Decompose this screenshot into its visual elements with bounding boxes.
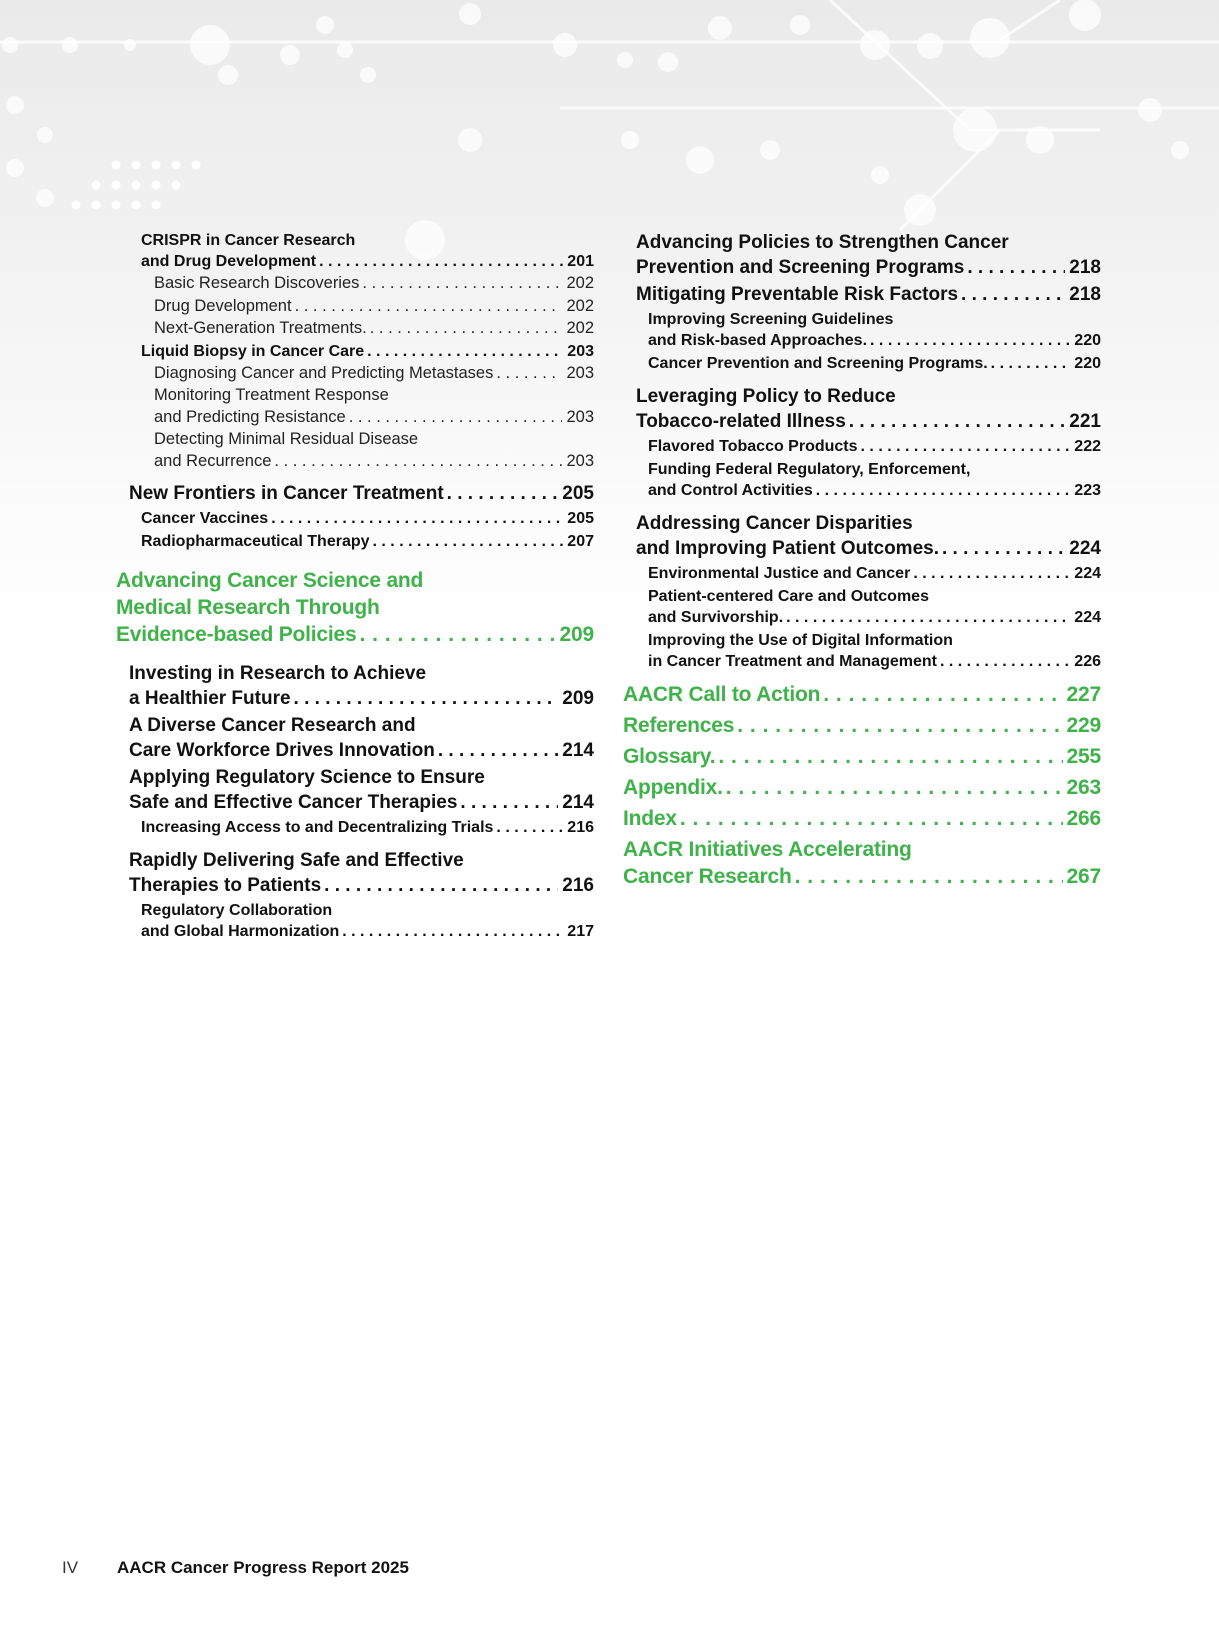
toc-entry-title: Index — [623, 807, 677, 830]
toc-entry-title: and Global Harmonization — [141, 923, 340, 940]
toc-page-number: 217 — [567, 923, 594, 940]
toc-page-number: 205 — [562, 483, 594, 504]
toc-page-number: 226 — [1074, 653, 1101, 670]
dot-leader — [349, 407, 563, 429]
toc-page-number: 216 — [567, 819, 594, 836]
toc-page-number: 267 — [1066, 865, 1101, 888]
toc-entry-addressing-cancer-disparities-and-improv[interactable] — [623, 511, 1101, 561]
toc-entry-basic-research-discoveries[interactable] — [116, 273, 594, 295]
dot-leader — [718, 743, 1062, 770]
toc-entry-index[interactable] — [623, 805, 1101, 832]
toc-entry-mitigating-preventable-risk-factors[interactable] — [623, 282, 1101, 307]
dot-leader — [367, 341, 563, 362]
toc-entry-title: Addressing Cancer Disparities — [636, 513, 913, 534]
dot-leader — [373, 531, 564, 552]
dot-leader — [295, 296, 563, 318]
dot-leader — [362, 273, 562, 295]
toc-entry-title: and Drug Development — [141, 253, 317, 270]
toc-page-number: 203 — [566, 363, 594, 382]
toc-entry-advancing-cancer-science-and-medical-res[interactable] — [116, 567, 594, 648]
toc-entry-glossary[interactable] — [623, 743, 1101, 770]
toc-entry-improving-the-use-of-digital-information[interactable] — [623, 630, 1101, 672]
toc-entry-title: Therapies to Patients — [129, 875, 322, 896]
dot-leader — [324, 873, 558, 898]
toc-page-number: 221 — [1069, 411, 1101, 432]
toc-page-number: 263 — [1066, 776, 1101, 799]
toc-entry-title: and Predicting Resistance — [154, 407, 346, 426]
toc-entry-improving-screening-guidelines-and-risk-[interactable] — [623, 309, 1101, 351]
toc-entry-title: and Improving Patient Outcomes. — [636, 538, 939, 559]
toc-entry-title: Next-Generation Treatments. — [154, 319, 367, 337]
toc-page-number: 202 — [566, 319, 594, 337]
toc-page-number: 203 — [566, 451, 594, 470]
toc-page-number: 218 — [1069, 284, 1101, 305]
toc-entry-investing-in-research-to-achieve-a-healt[interactable] — [116, 661, 594, 711]
toc-entry-title: Safe and Effective Cancer Therapies — [129, 792, 458, 813]
dot-leader — [816, 480, 1071, 501]
toc-entry-cancer-vaccines[interactable] — [116, 508, 594, 529]
toc-entry-title: Cancer Research — [623, 865, 792, 888]
toc-page-number: 220 — [1074, 332, 1101, 349]
toc-entry-title: Investing in Research to Achieve — [129, 663, 427, 684]
toc-entry-title: Tobacco-related Illness — [636, 411, 846, 432]
toc-entry-new-frontiers-in-cancer-treatment[interactable] — [116, 481, 594, 506]
toc-entry-monitoring-treatment-response-and-predic[interactable] — [116, 385, 594, 428]
dot-leader — [496, 363, 562, 385]
toc-page-number: 201 — [567, 253, 594, 270]
toc-entry-regulatory-collaboration-and-global-harm[interactable] — [116, 900, 594, 942]
toc-page-number: 220 — [1074, 355, 1101, 372]
toc-entry-title: Diagnosing Cancer and Predicting Metastases — [154, 363, 494, 382]
toc-entry-title: and Survivorship. — [648, 609, 784, 626]
toc-entry-title: AACR Call to Action — [623, 683, 821, 706]
dot-leader — [786, 607, 1070, 628]
dot-leader — [961, 282, 1065, 307]
dot-leader — [942, 536, 1065, 561]
toc-entry-title: Improving the Use of Digital Information — [648, 632, 953, 649]
toc-entry-references[interactable] — [623, 712, 1101, 739]
toc-entry-title: Basic Research Discoveries — [154, 274, 360, 292]
dot-leader — [370, 318, 563, 340]
toc-entry-radiopharmaceutical-therapy[interactable] — [116, 531, 594, 552]
toc-entry-title: and Control Activities — [648, 482, 813, 499]
toc-entry-cancer-prevention-and-screening-programs[interactable] — [623, 353, 1101, 374]
toc-page-number: 209 — [559, 623, 594, 646]
toc-page-number: 266 — [1066, 807, 1101, 830]
toc-entry-title: New Frontiers in Cancer Treatment — [129, 483, 444, 504]
toc-entry-appendix[interactable] — [623, 774, 1101, 801]
toc-entry-advancing-policies-to-strengthen-cancer-[interactable] — [623, 230, 1101, 280]
toc-entry-title: Prevention and Screening Programs — [636, 257, 965, 278]
dot-leader — [680, 805, 1063, 832]
toc-page-number: 203 — [567, 342, 594, 360]
toc-entry-title: Cancer Prevention and Screening Programs. — [648, 355, 988, 372]
toc-entry-applying-regulatory-science-to-ensure-sa[interactable] — [116, 765, 594, 815]
toc-entry-aacr-initiatives-accelerating-cancer-res[interactable] — [623, 836, 1101, 890]
toc-entry-title: Glossary. — [623, 745, 716, 768]
toc-entry-title: in Cancer Treatment and Management — [648, 653, 937, 670]
toc-page-number: 227 — [1066, 683, 1101, 706]
dot-leader — [438, 738, 558, 763]
dot-leader — [496, 817, 563, 838]
toc-entry-title: Advancing Policies to Strengthen Cancer — [636, 232, 1009, 253]
toc-entry-title: AACR Initiatives Accelerating — [623, 838, 912, 861]
toc-page-number: 203 — [566, 407, 594, 426]
toc-page-number: 209 — [562, 688, 594, 709]
toc-entry-title: and Risk-based Approaches. — [648, 332, 868, 349]
toc-entry-a-diverse-cancer-research-and-care-workf[interactable] — [116, 713, 594, 763]
toc-entry-title: A Diverse Cancer Research and — [129, 715, 416, 736]
toc-entry-title: Drug Development — [154, 296, 292, 315]
toc-entry-title: Patient-centered Care and Outcomes — [648, 588, 929, 605]
toc-entry-environmental-justice-and-cancer[interactable] — [623, 563, 1101, 584]
toc-entry-title: Mitigating Preventable Risk Factors — [636, 284, 959, 305]
toc-page-number: 202 — [566, 274, 594, 292]
dot-leader — [294, 686, 559, 711]
toc-entry-title: Evidence-based Policies — [116, 623, 357, 646]
toc-page-number: 202 — [566, 296, 594, 315]
toc-entry-title: Leveraging Policy to Reduce — [636, 386, 896, 407]
toc-page-number: 218 — [1069, 257, 1101, 278]
toc-entry-title: Flavored Tobacco Products — [648, 438, 858, 455]
dot-leader — [823, 681, 1062, 708]
toc-entry-title: a Healthier Future — [129, 688, 291, 709]
toc-entry-diagnosing-cancer-and-predicting-metasta[interactable] — [116, 363, 594, 385]
toc-entry-rapidly-delivering-safe-and-effective-th[interactable] — [116, 848, 594, 898]
toc-entry-title: Rapidly Delivering Safe and Effective — [129, 850, 464, 871]
toc-entry-title: CRISPR in Cancer Research — [141, 232, 356, 249]
toc-page-number: 224 — [1069, 538, 1101, 559]
dot-leader — [342, 921, 563, 942]
toc-page-number: 229 — [1066, 714, 1101, 737]
toc-entry-title: Cancer Vaccines — [141, 510, 269, 527]
toc-page-number: 205 — [567, 510, 594, 527]
toc-entry-title: Detecting Minimal Residual Disease — [154, 430, 419, 448]
toc-entry-flavored-tobacco-products[interactable] — [623, 436, 1101, 457]
toc-page-number: 216 — [562, 875, 594, 896]
toc-page-number: 214 — [562, 792, 594, 813]
toc-entry-drug-development[interactable] — [116, 296, 594, 318]
toc-entry-title: Radiopharmaceutical Therapy — [141, 533, 370, 550]
toc-page-number: 224 — [1074, 609, 1101, 626]
dot-leader — [319, 251, 563, 272]
toc-entry-title: Applying Regulatory Science to Ensure — [129, 767, 485, 788]
toc-entry-title: Regulatory Collaboration — [141, 902, 333, 919]
dot-leader — [991, 353, 1071, 374]
dot-leader — [726, 774, 1063, 801]
toc-entry-leveraging-policy-to-reduce-tobacco-rela[interactable] — [623, 384, 1101, 434]
toc-entry-title: Increasing Access to and Decentralizing Trials — [141, 819, 494, 836]
toc-entry-liquid-biopsy-in-cancer-care[interactable] — [116, 341, 594, 362]
toc-entry-crispr-in-cancer-research-and-drug-devel[interactable] — [116, 230, 594, 272]
toc-page-number: 255 — [1066, 745, 1101, 768]
toc-page-number: 223 — [1074, 482, 1101, 499]
toc-right-column — [623, 230, 1101, 890]
dot-leader — [447, 481, 559, 506]
toc-entry-increasing-access-to-and-decentralizing-[interactable] — [116, 817, 594, 838]
dot-leader — [460, 790, 558, 815]
toc-entry-title: Funding Federal Regulatory, Enforcement, — [648, 461, 971, 478]
toc-entry-title: Medical Research Through — [116, 596, 380, 619]
dot-leader — [849, 409, 1066, 434]
toc-entry-title: Appendix. — [623, 776, 723, 799]
toc-entry-title: References — [623, 714, 735, 737]
page-number: IV — [62, 1558, 79, 1577]
toc-entry-title: Advancing Cancer Science and — [116, 569, 424, 592]
toc-entry-detecting-minimal-residual-disease-and-r[interactable] — [116, 429, 594, 472]
toc-entry-title: Improving Screening Guidelines — [648, 311, 894, 328]
toc-entry-patient-centered-care-and-outcomes-and-s[interactable] — [623, 586, 1101, 628]
dot-leader — [913, 563, 1070, 584]
toc-entry-title: Monitoring Treatment Response — [154, 386, 389, 404]
dot-leader — [795, 863, 1063, 890]
dot-leader — [940, 651, 1070, 672]
toc-page-number: 214 — [562, 740, 594, 761]
toc-entry-next-generation-treatments[interactable] — [116, 318, 594, 340]
toc-page-number: 224 — [1074, 565, 1101, 582]
toc-left-column — [116, 230, 594, 942]
dot-leader — [967, 255, 1065, 280]
toc-entry-title: Care Workforce Drives Innovation — [129, 740, 435, 761]
toc-entry-funding-federal-regulatory-enforcement-a[interactable] — [623, 459, 1101, 501]
toc-page-number: 222 — [1074, 438, 1101, 455]
dot-leader — [861, 436, 1071, 457]
dot-leader — [737, 712, 1062, 739]
dot-leader — [870, 330, 1070, 351]
dot-leader — [360, 621, 556, 648]
report-title: AACR Cancer Progress Report 2025 — [117, 1558, 409, 1577]
toc-entry-title: Liquid Biopsy in Cancer Care — [141, 342, 365, 360]
toc-page-number: 207 — [567, 533, 594, 550]
toc-entry-title: and Recurrence — [154, 451, 272, 470]
toc-entry-title: Environmental Justice and Cancer — [648, 565, 911, 582]
dot-leader — [271, 508, 563, 529]
page-footer — [62, 1557, 409, 1579]
dot-leader — [274, 451, 562, 473]
toc-entry-aacr-call-to-action[interactable] — [623, 681, 1101, 708]
